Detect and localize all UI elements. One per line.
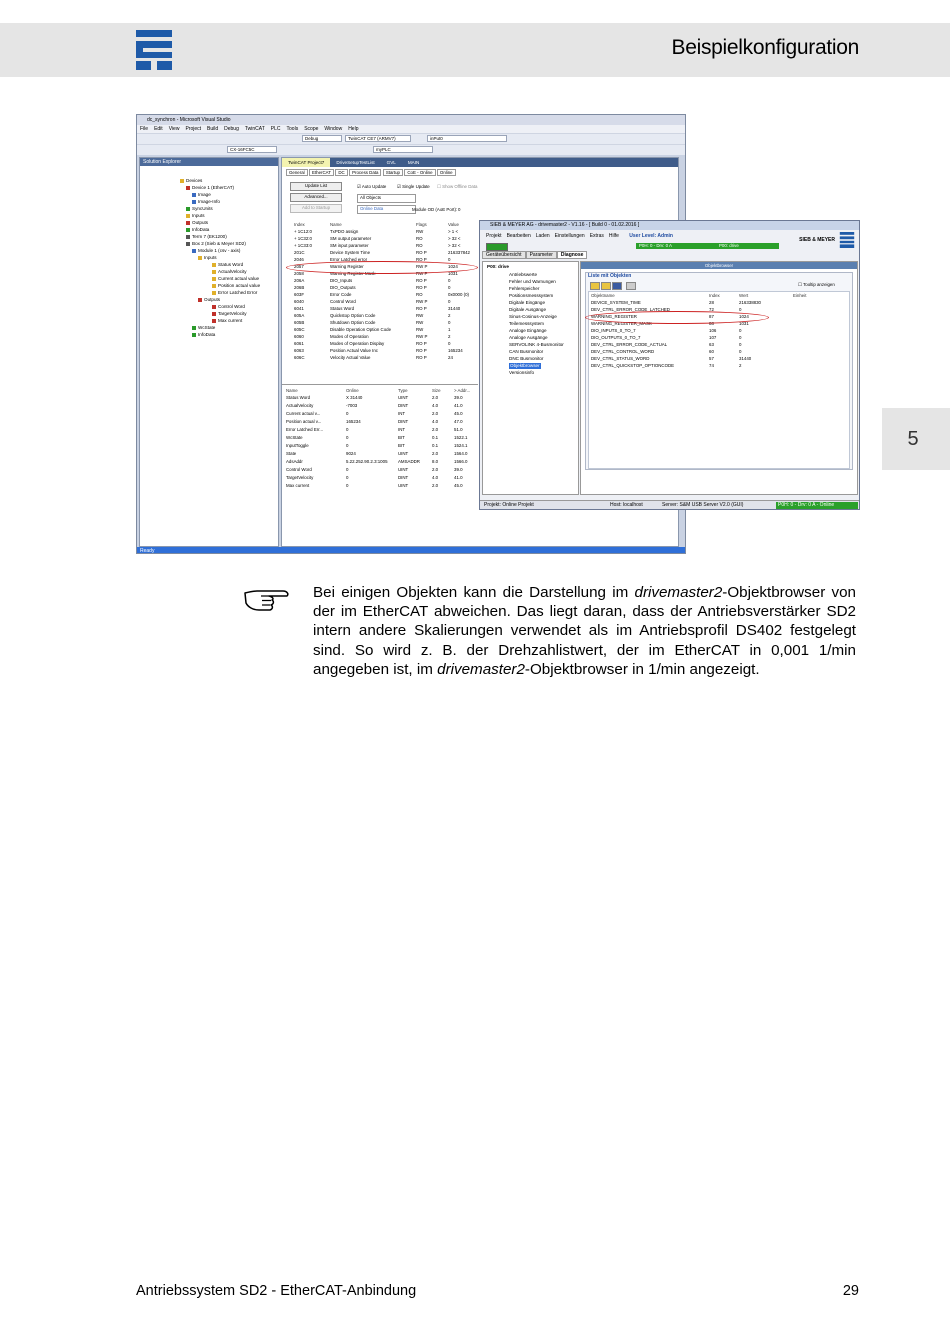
vs-menu-item[interactable]: Debug <box>224 126 239 132</box>
table-row[interactable]: 2058 Warning Register Mask RW P 1031 <box>294 271 458 276</box>
save-icon[interactable] <box>612 282 622 290</box>
table-row[interactable]: Current actual v... 0 INT 2.0 45.0 <box>286 411 463 416</box>
chapter-number: 5 <box>907 427 919 450</box>
table-row[interactable]: 6040 Control Word RW P 0 <box>294 299 451 304</box>
table-row[interactable]: State 9024 UINT 2.0 1564.0 <box>286 451 468 456</box>
tree-item[interactable]: Fehler und Warnungen <box>509 279 556 284</box>
table-row[interactable]: + 1C33:0 SM input parameter RO > 32 < <box>294 243 461 248</box>
table-row[interactable]: AdsAddr 5.22.252.90.2.3:1005 AMSADDR 8.0 1566.0 <box>286 459 468 464</box>
vs-menu-item[interactable]: Project <box>185 126 201 132</box>
single-update-checkbox[interactable]: ☑ Single Update <box>397 184 430 189</box>
vs-menu-item[interactable]: Window <box>324 126 343 132</box>
table-row[interactable]: TargetVelocity 0 DINT 4.0 41.0 <box>286 475 463 480</box>
table-row[interactable]: 2057 Warning Register RW P 1024 <box>294 264 458 269</box>
table-row[interactable]: InputToggle 0 BIT 0.1 1524.1 <box>286 443 468 448</box>
vs-menu-item[interactable]: PLC <box>270 126 281 132</box>
advanced-button[interactable]: Advanced... <box>290 193 342 202</box>
vs-toolbar-2 <box>137 144 685 155</box>
tree-item[interactable]: Positionsmesssystem <box>509 293 554 298</box>
table-row[interactable]: 605B Shutdown Option Code RW 0 <box>294 320 451 325</box>
tree-item[interactable]: Inputs <box>186 213 205 219</box>
table-row[interactable]: 606C Velocity Actual Value RO P 24 <box>294 355 453 360</box>
highlight-ellipse <box>286 261 478 274</box>
user-level: User Level: Admin <box>629 233 673 239</box>
vs-menu-item[interactable]: View <box>168 126 180 132</box>
dm-title-bar: SIEB & MEYER AG - drivemaster2 - V1.16 - [ Build 0 - 01.02.2016 ] <box>480 221 859 230</box>
server-status: Server: S&M USB Server V2.0 (GUI) <box>662 502 744 508</box>
tree-item[interactable]: ActualVelocity <box>212 269 247 275</box>
vs-menu-item[interactable]: File <box>140 126 149 132</box>
table-row[interactable]: 2046 Error Latched error RO P 0 <box>294 257 451 262</box>
object-list-frame <box>585 272 853 470</box>
dm-menu-item[interactable]: Projekt <box>486 233 502 239</box>
object-table <box>588 291 850 469</box>
tree-item[interactable]: SyncUnits <box>186 206 213 212</box>
table-row[interactable]: Control Word 0 UINT 2.0 39.0 <box>286 467 463 472</box>
coe-sub-tabs <box>286 170 456 177</box>
vs-menu-item[interactable]: Edit <box>154 126 163 132</box>
table-row[interactable]: WcState 0 BIT 0.1 1522.1 <box>286 435 468 440</box>
document-tab[interactable]: GVL <box>386 160 396 165</box>
highlight-ellipse <box>585 311 769 324</box>
tree-item[interactable]: Position actual value <box>212 283 260 289</box>
tree-item[interactable]: Box 2 (Sieb & Meyer SD2) <box>186 241 246 247</box>
object-browser-panel <box>580 261 858 495</box>
table-row[interactable]: Error Latched Err... 0 INT 2.0 51.0 <box>286 427 463 432</box>
dm-menu-item[interactable]: Einstellungen <box>554 233 585 239</box>
object-list-title: Liste mit Objekten <box>588 273 632 279</box>
tree-item[interactable]: Current actual value <box>212 276 259 282</box>
vs-menu-item[interactable]: Build <box>207 126 219 132</box>
page-title: Beispielkonfiguration <box>671 36 859 59</box>
folder-icon[interactable] <box>601 282 611 290</box>
dm-menu-item[interactable]: Laden <box>535 233 550 239</box>
sub-tab[interactable]: EtherCAT <box>309 169 334 176</box>
dm-menu-item[interactable]: Extras <box>589 233 604 239</box>
pointing-hand-icon <box>243 583 291 613</box>
tree-item[interactable]: Analoge Ausgänge <box>509 335 548 340</box>
tree-item[interactable]: WcState <box>192 325 215 331</box>
open-icon[interactable] <box>590 282 600 290</box>
module-od-value[interactable]: 0 <box>458 207 461 212</box>
tree-item[interactable]: Teilemesssystem <box>509 321 544 326</box>
footer-doc-title: Antriebssystem SD2 - EtherCAT-Anbindung <box>136 1283 417 1299</box>
table-row[interactable]: 201C Device System Time RO P 216337842 <box>294 250 470 255</box>
table-row[interactable]: 6041 Status Word RO P 31440 <box>294 306 461 311</box>
company-logo-icon <box>136 30 172 70</box>
table-row[interactable]: WARNING_REGISTER 87 1024 <box>591 314 749 319</box>
sub-tab[interactable]: General <box>286 169 308 176</box>
update-list-button[interactable]: Update List <box>290 182 342 191</box>
tree-item[interactable]: Digitale Ausgänge <box>509 307 547 312</box>
device-combo[interactable]: CX-16FC5C <box>227 146 277 153</box>
tree-item[interactable]: Control Word <box>212 304 245 310</box>
vs-menu-item[interactable]: Tools <box>286 126 299 132</box>
table-row[interactable]: + 1C12:0 TxPDO assign RW > 1 < <box>294 229 459 234</box>
document-tab-strip <box>282 158 678 167</box>
drivemaster-term: drivemaster2 <box>634 584 723 601</box>
tree-item[interactable]: TargetVelocity <box>212 311 247 317</box>
dm-tab[interactable]: Parameter <box>526 251 557 259</box>
tree-item[interactable]: Outputs <box>186 220 208 226</box>
tree-item[interactable]: InfoData <box>186 227 209 233</box>
solution-explorer <box>139 157 279 547</box>
table-row[interactable]: 206A DIO_Inputs RO P 0 <box>294 278 451 283</box>
drivemaster-term: drivemaster2 <box>437 660 525 678</box>
auto-update-checkbox[interactable]: ☑ Auto Update <box>357 184 387 189</box>
tree-item[interactable]: Fehlerspeicher <box>509 286 540 291</box>
table-row[interactable]: DEV_CTRL_ERROR_CODE_LATCHED 72 0 <box>591 307 742 312</box>
dm-menu-bar <box>486 233 673 239</box>
tree-item[interactable]: Analoge Eingänge <box>509 328 547 333</box>
sub-tab[interactable]: CoE - Online <box>404 169 435 176</box>
add-to-startup-button[interactable]: Add to Startup <box>290 204 342 213</box>
sub-tab[interactable]: Online <box>437 169 456 176</box>
plc-combo[interactable]: myPLC <box>373 146 433 153</box>
vs-toolbar-1 <box>137 133 685 144</box>
tree-item[interactable]: Sinus-Cosinus-Anzeige <box>509 314 557 319</box>
online-status: P0H: 0 - Drv: 0 A - Online <box>776 502 858 509</box>
sub-tab[interactable]: Startup <box>383 169 403 176</box>
tree-item[interactable]: Status Word <box>212 262 243 268</box>
all-objects-field[interactable]: All Objects <box>357 194 416 203</box>
pane-divider <box>282 384 478 385</box>
tooltip-checkbox[interactable]: ☐ Tooltip anzeigen <box>798 282 835 287</box>
table-row[interactable]: DIO_OUTPUTS_0_TO_7 107 0 <box>591 335 742 340</box>
target-combo[interactable]: TwinCAT CE7 (ARMV7) <box>345 135 411 142</box>
sub-tab[interactable]: Process Data <box>349 169 381 176</box>
tree-item[interactable]: CAN Busmonitor <box>509 349 544 354</box>
table-row[interactable]: DEV_CTRL_CONTROL_WORD 60 0 <box>591 349 742 354</box>
project-status: Projekt: Online Projekt <box>484 502 534 508</box>
vs-menu-item[interactable]: Scope <box>304 126 319 132</box>
vs-status-bar: Ready <box>137 547 686 554</box>
tree-item[interactable]: DNC Busmonitor <box>509 356 544 361</box>
table-row[interactable]: DEVICE_SYSTEM_TIME 28 216338830 <box>591 300 761 305</box>
table-row[interactable]: 6061 Modes of Operation Display RO P 0 <box>294 341 451 346</box>
table-row[interactable]: DIO_INPUTS_0_TO_7 106 0 <box>591 328 742 333</box>
vs-menu-item[interactable]: TwinCAT <box>244 126 265 132</box>
sub-tab[interactable]: DC <box>335 169 347 176</box>
dm-tab[interactable]: Geräteübersicht <box>482 251 526 259</box>
online-data-field[interactable]: Online Data <box>357 205 416 214</box>
table-row[interactable]: 605A Quickstop Option Code RW 2 <box>294 313 451 318</box>
table-row[interactable]: 603F Error Code RO 0x0000 (0) <box>294 292 469 297</box>
status-indicator: P00: drive <box>716 243 779 249</box>
table-row[interactable]: Max current 0 UINT 2.0 45.0 <box>286 483 463 488</box>
dm-tab-strip <box>482 252 587 258</box>
table-row[interactable]: WARNING_REGISTER_MASK 88 1031 <box>591 321 749 326</box>
table-row[interactable]: DEV_CTRL_ERROR_CODE_ACTUAL 63 0 <box>591 342 742 347</box>
object-browser-title: Objektbrowser <box>581 262 857 269</box>
document-tab[interactable]: DriveSetupTestList <box>336 160 375 165</box>
tree-item[interactable]: Outputs <box>198 297 220 303</box>
dm-menu-item[interactable]: Hilfe <box>608 233 619 239</box>
dm-tab[interactable]: Diagnose <box>557 251 588 259</box>
table-row[interactable]: 206B DIO_Outputs RO P 0 <box>294 285 451 290</box>
chapter-tab <box>882 408 950 470</box>
tree-item[interactable]: SERVOLINK 4-Busmonitor <box>509 342 564 347</box>
tree-item[interactable]: Module 1 (csv - axis) <box>192 248 240 254</box>
dm-menu-item[interactable]: Bearbeiten <box>506 233 531 239</box>
table-row[interactable]: ActualVelocity -7003 DINT 4.0 41.0 <box>286 403 463 408</box>
tree-item[interactable]: Image <box>192 192 211 198</box>
tree-item[interactable]: Max current <box>212 318 242 324</box>
dm-brand: SIEB & MEYER <box>799 237 835 243</box>
table-row[interactable]: 6063 Position Actual Value Inc RO P 165234 <box>294 348 463 353</box>
vs-title-bar: dc_synchron - Microsoft Visual Studio <box>137 115 685 125</box>
vs-menu-bar <box>137 125 685 133</box>
table-row[interactable]: Status Word X 31440 UINT 2.0 39.0 <box>286 395 463 400</box>
dm-logo-icon <box>839 232 855 248</box>
dm-tree <box>482 261 579 495</box>
solution-explorer-title: Solution Explorer <box>140 158 278 166</box>
tree-item[interactable]: Antriebswerte <box>509 272 538 277</box>
tree-item[interactable]: Term 7 (EK1200) <box>186 234 227 240</box>
variables-header: Name Online Type Size > Addr... <box>286 388 471 393</box>
tree-item[interactable]: Image-Info <box>192 199 220 205</box>
table-row[interactable]: DEV_CTRL_STATUS_WORD 57 31440 <box>591 356 752 361</box>
tree-item[interactable]: Device 1 (EtherCAT) <box>186 185 234 191</box>
online-button[interactable] <box>486 243 508 251</box>
drivemaster-window <box>479 220 860 510</box>
module-od-label: Module OD (AoE Port): <box>412 207 458 212</box>
embedded-screenshot <box>136 114 860 554</box>
table-row[interactable]: + 1C32:0 SM output parameter RO > 32 < <box>294 236 461 241</box>
table-row[interactable]: DEV_CTRL_QUICKSTOP_OPTIONCODE 74 2 <box>591 363 742 368</box>
table-row[interactable]: 605C Disable Operation Option Code RW 1 <box>294 327 451 332</box>
table-row[interactable]: 6060 Modes of Operation RW P 2 <box>294 334 451 339</box>
document-tab[interactable]: TwinCAT Project7 <box>282 158 330 167</box>
table-row[interactable]: Position actual v... 165234 DINT 4.0 47.0 <box>286 419 463 424</box>
input-combo[interactable]: inPut0 <box>427 135 507 142</box>
document-tab[interactable]: MAIN <box>407 160 420 165</box>
object-table-header: Objektname Index Wert Einheit <box>591 293 807 298</box>
tree-item[interactable]: Devices <box>180 178 202 184</box>
tree-item[interactable]: InfoData <box>192 332 215 338</box>
status-indicator: P0H: 0 - Drv: 0 A <box>636 243 717 249</box>
footer-page-number: 29 <box>842 1283 859 1299</box>
coe-header: Index Name Flags Value <box>294 222 459 227</box>
debug-combo[interactable]: Debug <box>302 135 342 142</box>
tree-item-selected[interactable]: Objektbrowser <box>510 363 540 368</box>
host-status: Host: localhost <box>610 502 643 508</box>
tree-item[interactable]: Digitale Eingänge <box>509 300 546 305</box>
tree-item[interactable]: Error Latched Error <box>212 290 257 296</box>
tree-item[interactable]: Inputs <box>198 255 217 261</box>
tree-root[interactable]: P00: drive <box>487 264 509 269</box>
dm-status-bar <box>480 500 860 510</box>
offline-data-checkbox[interactable]: ☐ Show Offline Data <box>437 184 478 189</box>
print-icon[interactable] <box>626 282 636 290</box>
tree-item[interactable]: Versionsinfo <box>509 370 535 375</box>
note-paragraph: Bei einigen Objekten kann die Darstellung im drivemaster2-Objektbrowser von der im EtherCAT abweichen. Das liegt daran, dass der Antriebsverstärker SD2 intern andere Skalierungen verwendet als im Antriebsprofil DS402 festgelegt sind. So wird z. B. der Drehzahlistwert, der im EtherCAT in 0,001 1/min angegeben ist, im drivemaster2-Objektbrowser in 1/min angezeigt. <box>313 584 856 678</box>
vs-menu-item[interactable]: Help <box>348 126 359 132</box>
